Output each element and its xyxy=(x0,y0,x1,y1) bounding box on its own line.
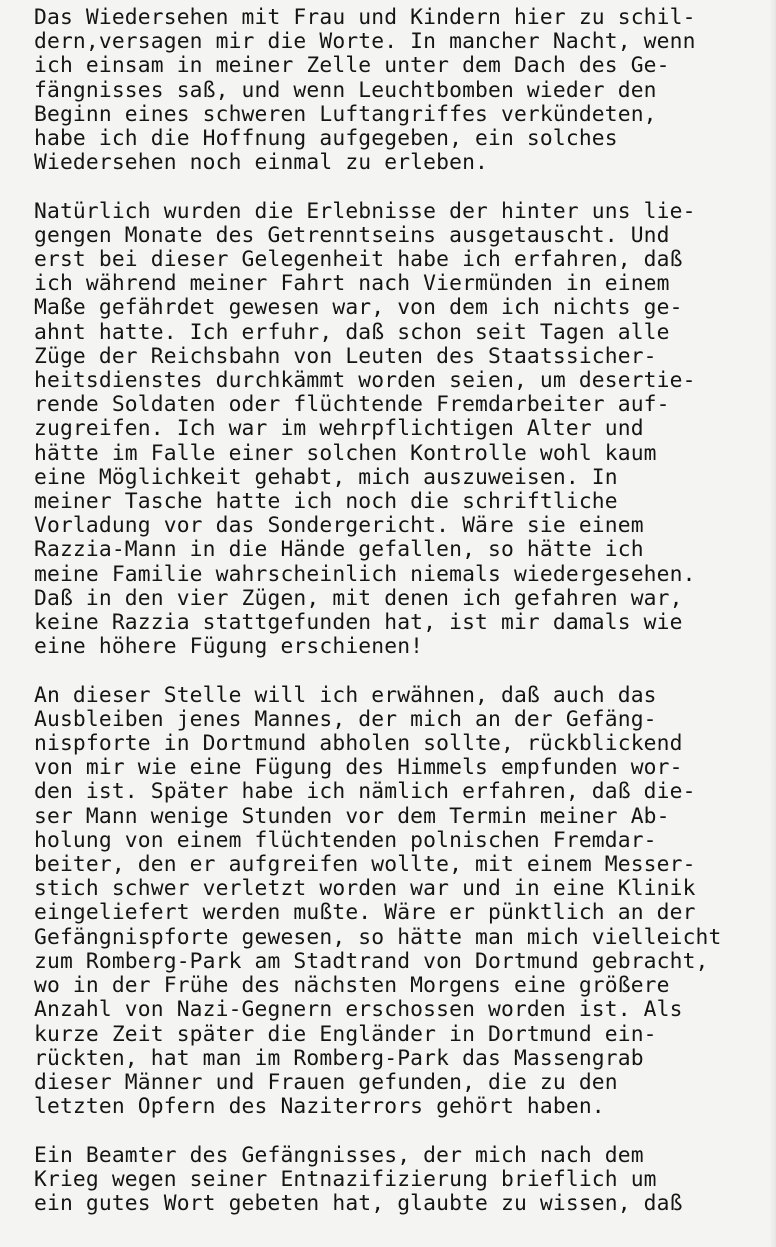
text-line: keine Razzia stattgefunden hat, ist mir damals wie xyxy=(34,610,683,636)
text-line: nispforte in Dortmund abholen sollte, rückblickend xyxy=(34,731,683,757)
text-line: dieser Männer und Frauen gefunden, die zu den xyxy=(34,1069,618,1095)
page-edge-shadow xyxy=(770,0,776,1247)
text-line: Vorladung vor das Sondergericht. Wäre sie einem xyxy=(34,513,644,539)
text-line: beiter, den er aufgreifen wollte, mit einem Messer- xyxy=(34,852,696,878)
paragraph-4 xyxy=(34,1144,774,1217)
text-line: Natürlich wurden die Erlebnisse der hinter uns lie- xyxy=(34,198,696,224)
text-line: holung von einem flüchtenden polnischen Fremdar- xyxy=(34,827,657,853)
text-line: von mir wie eine Fügung des Himmels empfunden wor- xyxy=(34,755,683,781)
text-line: ich während meiner Fahrt nach Viermünden in einem xyxy=(34,271,670,297)
paragraph-1 xyxy=(34,6,774,175)
text-line: meine Familie wahrscheinlich niemals wiedergesehen. xyxy=(34,561,696,587)
paragraph-2 xyxy=(34,200,774,660)
text-line: Maße gefährdet gewesen war, von dem ich nichts ge- xyxy=(34,295,683,321)
text-line: fängnisses saß, und wenn Leuchtbomben wieder den xyxy=(34,77,657,103)
text-line: wo in der Frühe des nächsten Morgens eine größere xyxy=(34,973,670,999)
text-line: zum Romberg-Park am Stadtrand von Dortmund gebracht, xyxy=(34,948,709,974)
text-line: Das Wiedersehen mit Frau und Kindern hier zu schil- xyxy=(34,5,696,30)
text-line: gengen Monate des Getrenntseins ausgetauscht. Und xyxy=(34,222,670,248)
text-line: rende Soldaten oder flüchtende Fremdarbeiter auf- xyxy=(34,392,670,418)
text-line: Krieg wegen seiner Entnazifizierung brieflich um xyxy=(34,1166,657,1192)
paragraph-gap xyxy=(34,1119,774,1143)
text-line: stich schwer verletzt worden war und in eine Klinik xyxy=(34,876,696,902)
text-line: eine Möglichkeit gehabt, mich auszuweisen. In xyxy=(34,464,618,490)
text-line: Ausbleiben jenes Mannes, der mich an der Gefäng- xyxy=(34,706,657,732)
text-line: dern,versagen mir die Worte. In mancher Nacht, wenn xyxy=(34,29,696,55)
text-line: ich einsam in meiner Zelle unter dem Dach des Ge- xyxy=(34,53,670,79)
text-line: Gefängnispforte gewesen, so hätte man mich vielleicht xyxy=(34,924,722,950)
text-line: habe ich die Hoffnung aufgegeben, ein solches xyxy=(34,126,618,152)
text-line: An dieser Stelle will ich erwähnen, daß auch das xyxy=(34,682,657,708)
text-line: eingeliefert werden mußte. Wäre er pünktlich an der xyxy=(34,900,696,926)
text-line: eine höhere Fügung erschienen! xyxy=(34,634,424,660)
paragraph-gap xyxy=(34,659,774,683)
text-line: den ist. Später habe ich nämlich erfahren, daß die- xyxy=(34,779,696,805)
text-line: rückten, hat man im Romberg-Park das Massengrab xyxy=(34,1045,644,1071)
text-line: ahnt hatte. Ich erfuhr, daß schon seit Tagen alle xyxy=(34,319,670,345)
text-line: meiner Tasche hatte ich noch die schriftliche xyxy=(34,489,618,515)
text-line: erst bei dieser Gelegenheit habe ich erfahren, daß xyxy=(34,247,683,273)
text-line: heitsdienstes durchkämmt worden seien, um desertie- xyxy=(34,368,696,394)
text-line: Beginn eines schweren Luftangriffes verkündeten, xyxy=(34,101,657,127)
text-line: ser Mann wenige Stunden vor dem Termin meiner Ab- xyxy=(34,803,670,829)
paragraph-3 xyxy=(34,684,774,1120)
text-line: kurze Zeit später die Engländer in Dortmund ein- xyxy=(34,1021,657,1047)
document-body xyxy=(34,6,774,1216)
text-line: zugreifen. Ich war im wehrpflichtigen Alter und xyxy=(34,416,644,442)
paragraph-gap xyxy=(34,175,774,199)
text-line: Daß in den vier Zügen, mit denen ich gefahren war, xyxy=(34,585,683,611)
text-line: Ein Beamter des Gefängnisses, der mich nach dem xyxy=(34,1142,644,1168)
text-line: hätte im Falle einer solchen Kontrolle wohl kaum xyxy=(34,440,657,466)
text-line: Razzia-Mann in die Hände gefallen, so hätte ich xyxy=(34,537,644,563)
text-line: letzten Opfern des Naziterrors gehört haben. xyxy=(34,1094,605,1120)
text-line: Züge der Reichsbahn von Leuten des Staatssicher- xyxy=(34,343,657,369)
text-line: Anzahl von Nazi-Gegnern erschossen worden ist. Als xyxy=(34,997,683,1023)
text-line: ein gutes Wort gebeten hat, glaubte zu wissen, daß xyxy=(34,1190,683,1216)
text-line: Wiedersehen noch einmal zu erleben. xyxy=(34,150,489,176)
